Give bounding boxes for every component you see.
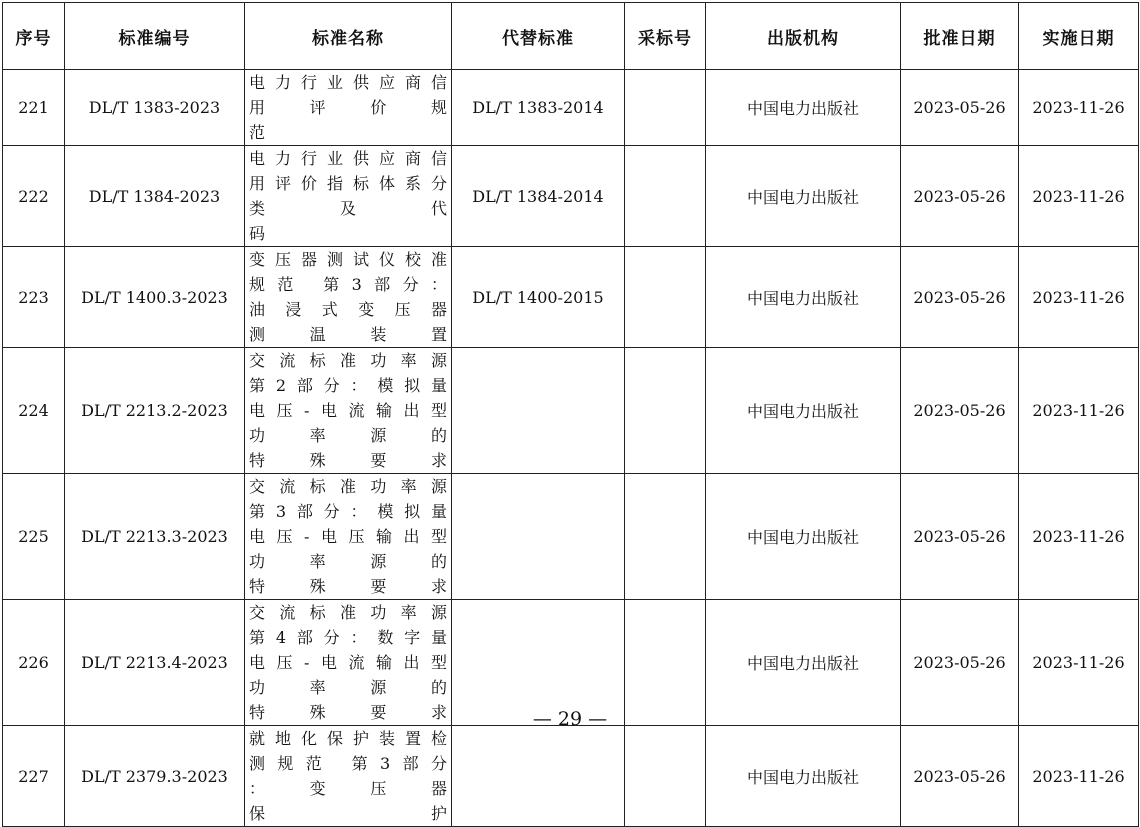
header-effective: 实施日期 <box>1019 3 1139 70</box>
cell-code: DL/T 1384-2023 <box>65 146 245 247</box>
cell-adopt <box>625 247 706 348</box>
cell-effective: 2023-11-26 <box>1019 247 1139 348</box>
cell-replaces: DL/T 1400-2015 <box>452 247 625 348</box>
cell-code: DL/T 2213.3-2023 <box>65 474 245 600</box>
page-number: — 29 — <box>532 708 608 730</box>
header-approved: 批准日期 <box>901 3 1019 70</box>
header-code: 标准编号 <box>65 3 245 70</box>
cell-adopt <box>625 146 706 247</box>
cell-code: DL/T 1400.3-2023 <box>65 247 245 348</box>
cell-replaces <box>452 348 625 474</box>
cell-no: 222 <box>3 146 65 247</box>
cell-replaces <box>452 474 625 600</box>
cell-approved: 2023-05-26 <box>901 474 1019 600</box>
cell-replaces <box>452 726 625 827</box>
cell-no: 227 <box>3 726 65 827</box>
cell-effective: 2023-11-26 <box>1019 600 1139 726</box>
cell-effective: 2023-11-26 <box>1019 726 1139 827</box>
cell-publisher: 中国电力出版社 <box>706 70 901 146</box>
table-row <box>3 600 1139 726</box>
table-row <box>3 146 1139 247</box>
header-publisher: 出版机构 <box>706 3 901 70</box>
cell-adopt <box>625 348 706 474</box>
header-row <box>3 3 1139 70</box>
standards-table <box>2 2 1139 827</box>
cell-publisher: 中国电力出版社 <box>706 726 901 827</box>
cell-adopt <box>625 600 706 726</box>
cell-name: 电力行业供应商信 用评价指标体系分 类及代 码 <box>245 146 452 247</box>
header-name: 标准名称 <box>245 3 452 70</box>
cell-no: 224 <box>3 348 65 474</box>
table-row <box>3 726 1139 827</box>
cell-no: 223 <box>3 247 65 348</box>
cell-no: 221 <box>3 70 65 146</box>
cell-code: DL/T 2213.2-2023 <box>65 348 245 474</box>
cell-replaces <box>452 600 625 726</box>
cell-name: 交流标准功率源 第4部分：数字量 电压-电流输出型 功率源的 特殊要求 <box>245 600 452 726</box>
cell-publisher: 中国电力出版社 <box>706 474 901 600</box>
cell-adopt <box>625 726 706 827</box>
cell-approved: 2023-05-26 <box>901 247 1019 348</box>
table-row <box>3 474 1139 600</box>
cell-publisher: 中国电力出版社 <box>706 247 901 348</box>
cell-adopt <box>625 70 706 146</box>
cell-name: 电力行业供应商信 用评价规 范 <box>245 70 452 146</box>
cell-code: DL/T 2213.4-2023 <box>65 600 245 726</box>
header-no: 序号 <box>3 3 65 70</box>
cell-publisher: 中国电力出版社 <box>706 146 901 247</box>
cell-approved: 2023-05-26 <box>901 146 1019 247</box>
cell-publisher: 中国电力出版社 <box>706 600 901 726</box>
table-row <box>3 348 1139 474</box>
cell-no: 226 <box>3 600 65 726</box>
cell-no: 225 <box>3 474 65 600</box>
cell-name: 交流标准功率源 第2部分：模拟量 电压-电流输出型 功率源的 特殊要求 <box>245 348 452 474</box>
cell-effective: 2023-11-26 <box>1019 474 1139 600</box>
cell-approved: 2023-05-26 <box>901 726 1019 827</box>
cell-approved: 2023-05-26 <box>901 600 1019 726</box>
cell-replaces: DL/T 1383-2014 <box>452 70 625 146</box>
header-adopt: 采标号 <box>625 3 706 70</box>
cell-name: 交流标准功率源 第3部分：模拟量 电压-电压输出型 功率源的 特殊要求 <box>245 474 452 600</box>
cell-approved: 2023-05-26 <box>901 348 1019 474</box>
cell-adopt <box>625 474 706 600</box>
header-replaces: 代替标准 <box>452 3 625 70</box>
table-row <box>3 247 1139 348</box>
table-row <box>3 70 1139 146</box>
cell-code: DL/T 1383-2023 <box>65 70 245 146</box>
cell-publisher: 中国电力出版社 <box>706 348 901 474</box>
cell-name: 就地化保护装置检 测规范 第3部分 ：变压器 保护 <box>245 726 452 827</box>
cell-approved: 2023-05-26 <box>901 70 1019 146</box>
cell-name: 变压器测试仪校准 规范 第3部分： 油浸式变压器 测温装置 <box>245 247 452 348</box>
cell-effective: 2023-11-26 <box>1019 146 1139 247</box>
cell-replaces: DL/T 1384-2014 <box>452 146 625 247</box>
cell-effective: 2023-11-26 <box>1019 348 1139 474</box>
cell-effective: 2023-11-26 <box>1019 70 1139 146</box>
cell-code: DL/T 2379.3-2023 <box>65 726 245 827</box>
